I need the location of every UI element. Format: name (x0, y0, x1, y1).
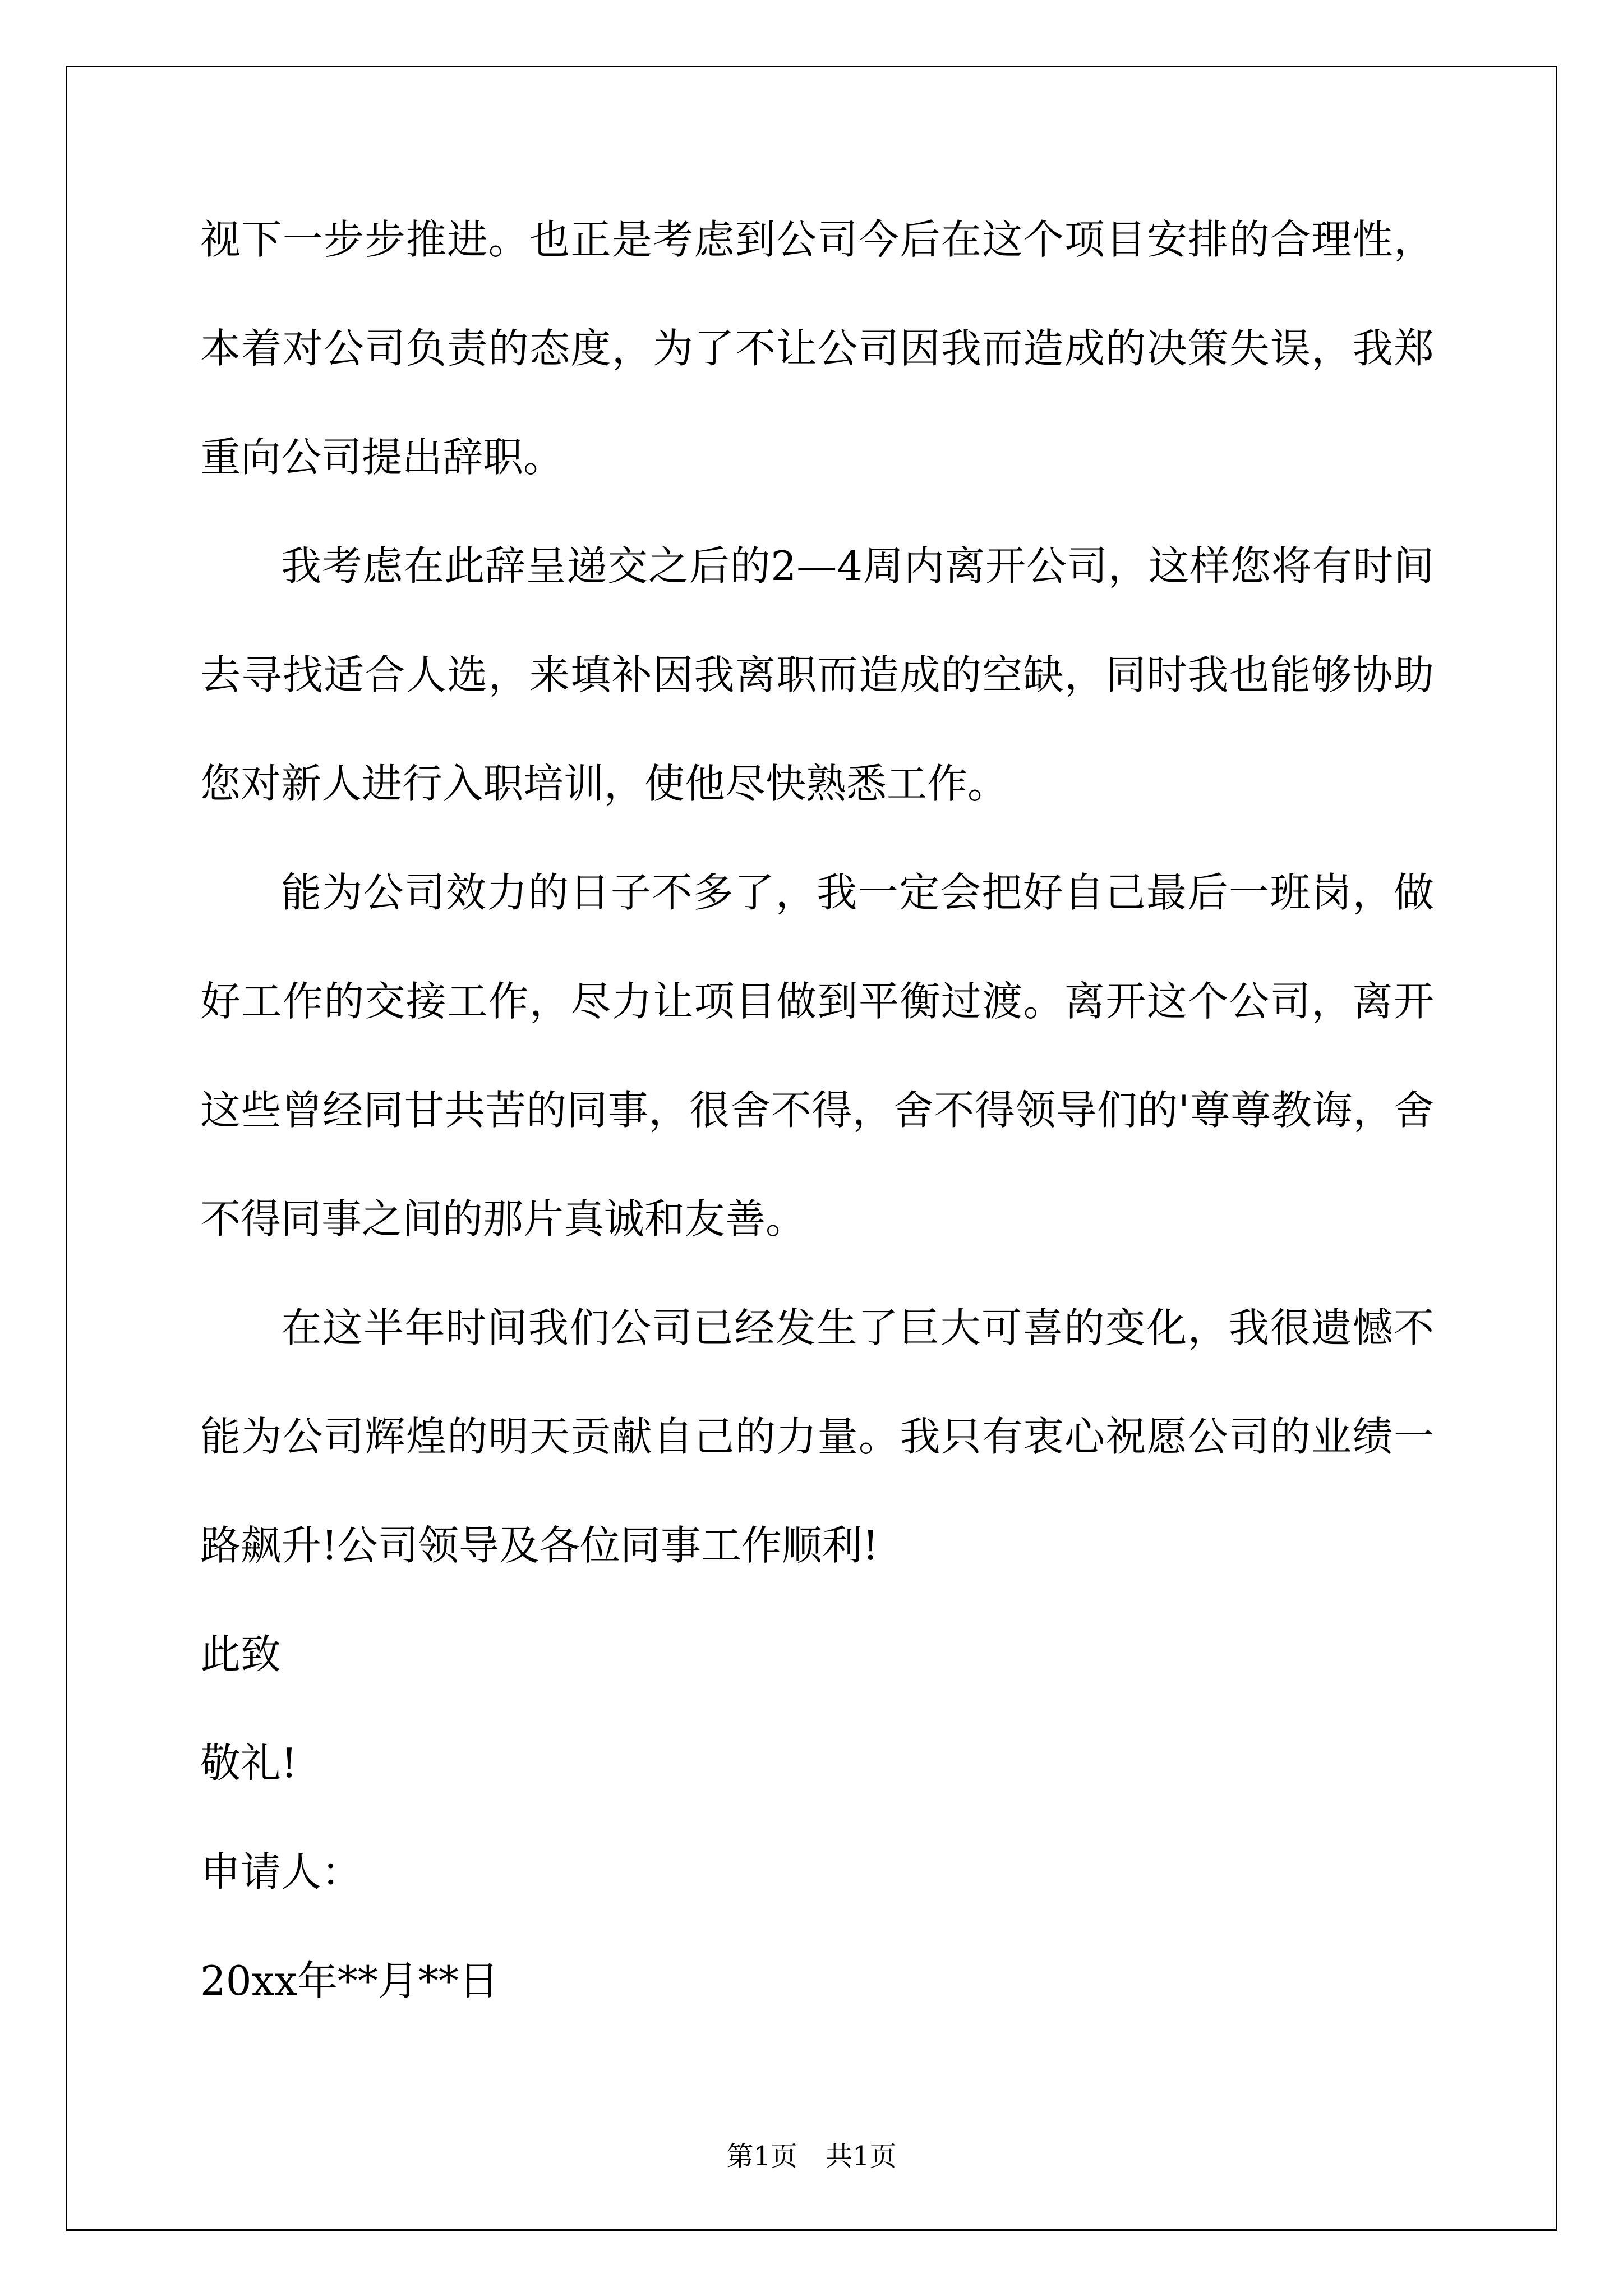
page-number-current: 第1页 (726, 2141, 797, 2172)
letter-date: 20xx年**月**日 (200, 1957, 499, 2004)
paragraph-continuation: 视下一步步推进。也正是考虑到公司今后在这个项目安排的合理性，本着对公司负责的态度，为了不让公司因我而造成的决策失误，我郑重向公司提出辞职。 (200, 216, 1434, 481)
document-body (200, 185, 1434, 2035)
closing: 此致 (200, 1631, 282, 1678)
applicant-label: 申请人： (200, 1848, 362, 1895)
page-number-total: 共1页 (826, 2141, 897, 2172)
paragraph-handover: 能为公司效力的日子不多了，我一定会把好自己最后一班岗，做好工作的交接工作，尽力让项目做到平衡过渡。离开这个公司，离开这些曾经同甘共苦的同事，很舍不得，舍不得领导们的'尊尊教诲，舍不得同事之间的那片真诚和友善。 (200, 869, 1434, 1243)
paragraph-wishes: 在这半年时间我们公司已经发生了巨大可喜的变化，我很遗憾不能为公司辉煌的明天贡献自己的力量。我只有衷心祝愿公司的业绩一路飙升!公司领导及各位同事工作顺利! (200, 1304, 1434, 1569)
page-footer (0, 2134, 1623, 2173)
salutation: 敬礼! (200, 1740, 297, 1787)
paragraph-resignation-timing: 我考虑在此辞呈递交之后的2—4周内离开公司，这样您将有时间去寻找适合人选，来填补因我离职而造成的空缺，同时我也能够协助您对新人进行入职培训，使他尽快熟悉工作。 (200, 542, 1434, 807)
